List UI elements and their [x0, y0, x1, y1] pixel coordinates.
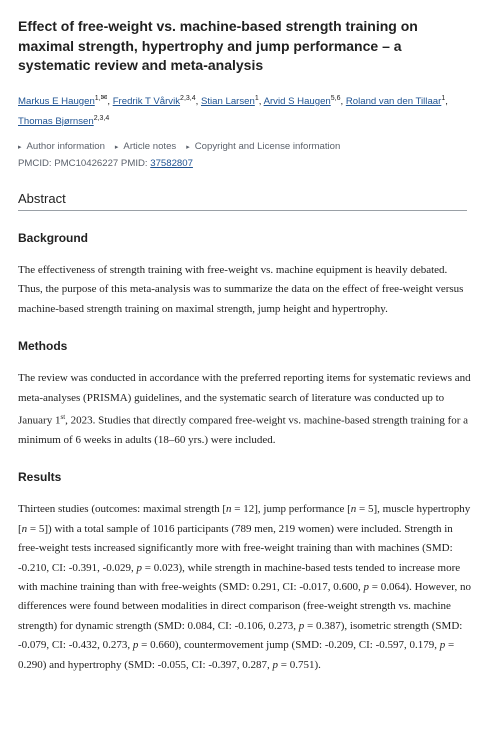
triangle-right-icon: ▸	[18, 143, 22, 151]
methods-paragraph: The review was conducted in accordance with the preferred reporting items for systematic reviews and meta-analyses (PRISMA) guidelines, and the systematic search of literature was conducted up to January 1st, 2023. Studies that directly compared free-weight vs. machine-based strength training for a minimum of 6 weeks in adults (18–60 yrs.) were included.	[18, 372, 471, 446]
italic-symbol: n	[226, 503, 232, 516]
italic-symbol: p	[439, 639, 446, 652]
author-link[interactable]: Fredrik T Vårvik	[112, 95, 181, 107]
results-paragraph	[18, 500, 473, 675]
author-link[interactable]: Arvid S Haugen	[263, 95, 331, 107]
author-separator: ,	[445, 95, 448, 107]
author-separator: ,	[340, 95, 346, 107]
triangle-right-icon: ▸	[186, 143, 190, 151]
text-run: = 12], jump performance [	[231, 503, 351, 516]
author-affiliation: 5,6	[330, 94, 341, 102]
italic-symbol: n	[350, 503, 357, 516]
triangle-right-icon: ▸	[114, 143, 119, 151]
methods-heading: Methods	[18, 339, 68, 354]
author-separator: ,	[258, 95, 264, 107]
results-heading: Results	[18, 470, 62, 485]
author-link[interactable]: Stian Larsen	[200, 95, 255, 107]
text-run: = 0.387), isometric strength (SMD: -0.079, CI: -0.432, 0.273,	[18, 619, 463, 652]
text-run: = 0.023), while strength in machine-based tests tended to increase more with machine training than with free-weights (SMD: 0.291, CI: -0.017, 0.600,	[18, 561, 461, 593]
envelope-icon[interactable]: ✉	[100, 92, 108, 102]
italic-symbol: p	[363, 581, 370, 593]
author-list	[18, 89, 473, 130]
italic-symbol: p	[272, 658, 279, 671]
italic-symbol: p	[298, 619, 305, 632]
background-heading: Background	[18, 230, 89, 245]
text-run: = 0.290) and hypertrophy (SMD: -0.055, CI: -0.397, 0.287,	[18, 639, 455, 671]
author-affiliation: 1	[254, 94, 259, 102]
copyright-license-link[interactable]: ▸ Copyright and License information	[186, 140, 341, 152]
author-affiliation: 1	[441, 94, 446, 102]
text-run: = 0.064). However, no differences were found between modalities in direct comparison (free-weight strength vs. machine strength) for dynamic strength (SMD: 0.084, CI: -0.106, 0.273,	[18, 581, 472, 632]
author-affiliation: 2,3,4	[180, 94, 196, 102]
pmcid-label: PMCID: PMC10426227	[18, 157, 119, 169]
author-separator: ,	[107, 95, 113, 107]
text-run: = 5]) with a total sample of 1016 participants (789 men, 219 women) were included. Strength in free-weight tests increased significantly more with free-weight training than with machines (SMD: -0.210, CI: -0.391, -0.029,	[18, 522, 453, 574]
article-title: Effect of free-weight vs. machine-based strength training on maximal strength, hypertrophy and jump performance – a systematic review and meta-analysis	[18, 18, 418, 73]
italic-symbol: n	[21, 522, 28, 535]
italic-symbol: p	[132, 639, 139, 652]
author-affiliation: 1,	[94, 94, 101, 102]
italic-symbol: p	[136, 561, 143, 574]
author-information-link[interactable]: ▸ Author information	[18, 140, 105, 152]
author-link[interactable]: Roland van den Tillaar	[345, 95, 442, 107]
text-run: Thirteen studies (outcomes: maximal strength [	[18, 503, 227, 516]
text-run: = 0.660), countermovement jump (SMD: -0.209, CI: -0.597, 0.179,	[138, 639, 440, 652]
background-paragraph: The effectiveness of strength training with free-weight vs. machine equipment is heavily debated. Thus, the purpose of this meta-analysis was to summarize the data on the effect of free-weight versus machine-based strength training on maximal strength, jump height and hypertrophy.	[18, 263, 464, 315]
text-run: = 5], muscle hypertrophy [	[18, 503, 471, 535]
text-run: = 0.751).	[278, 658, 321, 671]
author-link[interactable]: Thomas Bjørnsen	[18, 115, 94, 127]
author-affiliation: 2,3,4	[93, 114, 110, 122]
pmid-label: PMID:	[120, 157, 151, 169]
author-link[interactable]: Markus E Haugen	[18, 95, 95, 107]
author-separator: ,	[195, 95, 201, 107]
article-meta-links	[18, 141, 473, 152]
pmid-link[interactable]: 37582807	[150, 157, 193, 169]
article-notes-link[interactable]: ▸ Article notes	[114, 140, 177, 152]
abstract-heading: Abstract	[18, 191, 467, 211]
article-identifiers	[18, 158, 473, 169]
